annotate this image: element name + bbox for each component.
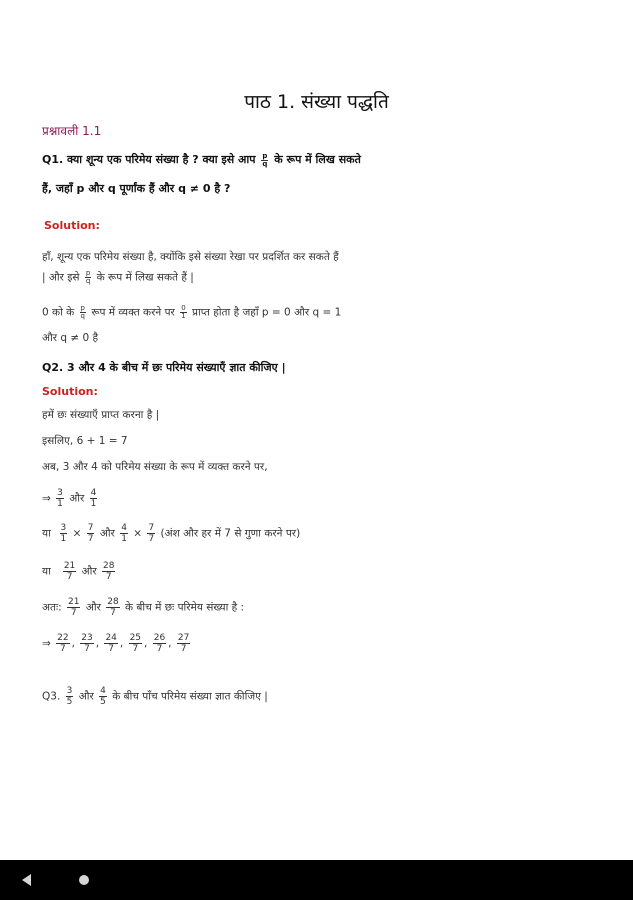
system-navigation-bar xyxy=(0,860,633,900)
fraction: $\frac{3}{5}$ xyxy=(66,686,73,707)
fraction: $\frac{28}{7}$ xyxy=(107,597,119,618)
question-2: Q2. 3 और 4 के बीच में छः परिमेय संख्याएँ ज्ञात कीजिए | xyxy=(42,361,286,374)
fraction: $\frac{26}{7}$ xyxy=(153,633,166,654)
exercise-heading: प्रश्नावली 1.1 xyxy=(42,124,102,138)
question-1-text-b: के रूप में लिख सकते xyxy=(274,153,361,166)
chapter-title: पाठ 1. संख्या पद्धति xyxy=(244,91,389,113)
fraction-p-over-q: $\frac{p}{q}$ xyxy=(85,269,91,285)
solution-1-line-4: और q ≠ 0 है xyxy=(42,332,99,344)
fraction: $\frac{24}{7}$ xyxy=(105,633,117,654)
solution-2-line-2: इसलिए, 6 + 1 = 7 xyxy=(42,435,128,447)
fraction: $\frac{25}{7}$ xyxy=(129,633,142,654)
question-1-line-1 xyxy=(42,152,361,168)
question-1-line-2: हैं, जहाँ p और q पूर्णांक हैं और q ≠ 0 है ? xyxy=(42,182,231,195)
solution-1-line-1: हाँ, शून्य एक परिमेय संख्या है, क्योंकि इसे संख्या रेखा पर प्रदर्शित कर सकते हैं xyxy=(42,251,339,263)
solution-2-line-1: हमें छः संख्याएँ प्राप्त करना है | xyxy=(42,409,160,421)
solution-1-line-2: | और इसे $\frac{p}{q}$ के रूप में लिख सकते हैं | xyxy=(42,269,194,285)
solution-2-line-6: या $\frac{21}{7}$ और $\frac{28}{7}$ xyxy=(42,561,115,582)
solution-2-line-8: ⇒ $\frac{22}{7}$ , $\frac{23}{7}$ , $\frac{24}{7}$ , $\frac{25}{7}$ , $\frac{26}{7}$ , $\frac{27}{7}$ xyxy=(42,633,190,654)
solution-1-label: Solution: xyxy=(44,219,100,232)
fraction: $\frac{21}{7}$ xyxy=(68,597,80,618)
fraction: $\frac{23}{7}$ xyxy=(81,633,93,654)
fraction: $\frac{7}{7}$ xyxy=(87,523,94,544)
home-circle-icon[interactable] xyxy=(79,875,89,885)
question-3: Q3. $\frac{3}{5}$ और $\frac{4}{5}$ के बीच पाँच परिमेय संख्या ज्ञात कीजिए | xyxy=(42,686,268,707)
fraction-0-over-1: $\frac{0}{1}$ xyxy=(181,304,186,320)
fraction-p-over-q: $\frac{p}{q}$ xyxy=(80,304,85,320)
fraction: $\frac{22}{7}$ xyxy=(57,633,69,654)
solution-2-line-5: या $\frac{3}{1}$ × $\frac{7}{7}$ और $\frac{4}{1}$ × $\frac{7}{7}$ (अंश और हर में 7 से गुणा करने पर) xyxy=(42,523,301,544)
fraction: $\frac{27}{7}$ xyxy=(177,633,190,654)
back-triangle-icon[interactable] xyxy=(22,874,31,886)
fraction: $\frac{4}{1}$ xyxy=(121,523,127,544)
fraction: $\frac{7}{7}$ xyxy=(148,523,155,544)
fraction-p-over-q: $\frac{p}{q}$ xyxy=(262,151,268,168)
fraction: $\frac{4}{1}$ xyxy=(90,488,97,509)
solution-1-line-3: 0 को के $\frac{p}{q}$ रूप में व्यक्त करने पर $\frac{0}{1}$ प्राप्त होता है जहाँ p = 0 और q = 1 xyxy=(42,304,342,320)
fraction: $\frac{3}{1}$ xyxy=(57,488,63,509)
solution-2-line-3: अब, 3 और 4 को परिमेय संख्या के रूप में व्यक्त करने पर, xyxy=(42,461,268,473)
fraction: $\frac{3}{1}$ xyxy=(60,523,67,544)
solution-2-line-7: अतः: $\frac{21}{7}$ और $\frac{28}{7}$ के बीच में छः परिमेय संख्या है : xyxy=(42,597,245,618)
fraction: $\frac{21}{7}$ xyxy=(63,561,76,582)
solution-2-line-4: ⇒ $\frac{3}{1}$ और $\frac{4}{1}$ xyxy=(42,488,97,509)
fraction: $\frac{4}{5}$ xyxy=(100,686,106,707)
question-1-text-a: Q1. क्या शून्य एक परिमेय संख्या है ? क्या इसे आप xyxy=(42,153,256,166)
fraction: $\frac{28}{7}$ xyxy=(103,561,115,582)
solution-2-label: Solution: xyxy=(42,385,98,398)
